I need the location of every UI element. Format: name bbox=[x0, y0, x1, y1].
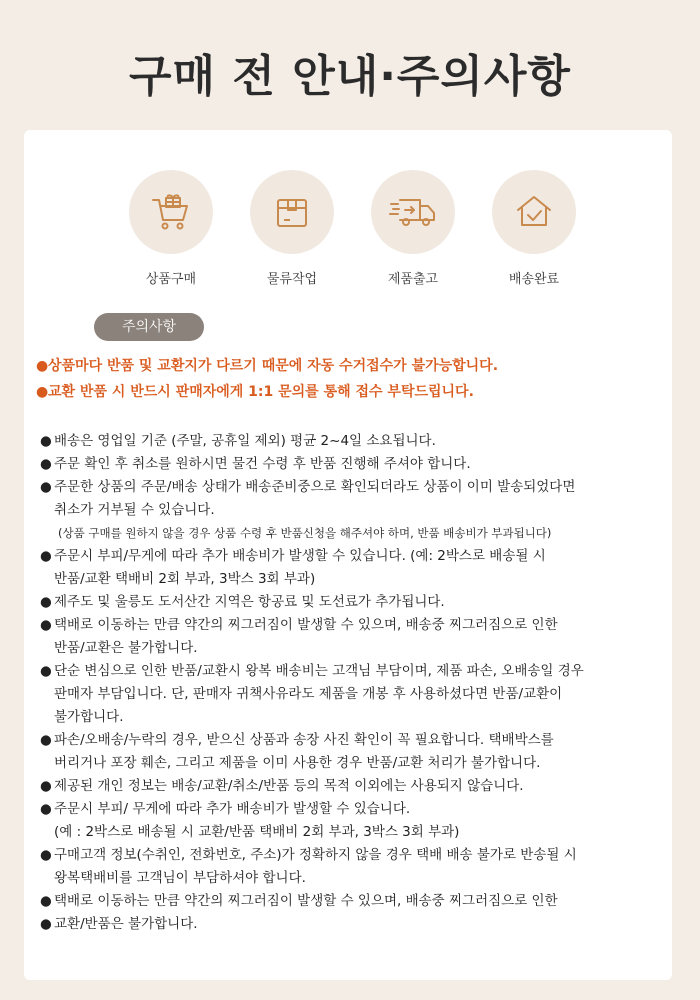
list-item: ● 파손/오배송/누락의 경우, 받으신 상품과 송장 사진 확인이 꼭 필요합니다. 택배박스를 bbox=[40, 732, 554, 748]
list-item: ● 주문 확인 후 취소를 원하시면 물건 수령 후 반품 진행해 주셔야 합니다. bbox=[40, 456, 471, 472]
notice-card bbox=[24, 130, 672, 980]
caution-pill: 주의사항 bbox=[94, 313, 204, 341]
step-logistics bbox=[237, 170, 347, 287]
step-label: 제품출고 bbox=[387, 272, 439, 287]
list-item: ● 제공된 개인 정보는 배송/교환/취소/반품 등의 목적 이외에는 사용되지 않습니다. bbox=[40, 778, 524, 794]
step-label: 물류작업 bbox=[266, 272, 318, 287]
box-icon bbox=[250, 170, 334, 254]
notice-list: ● 배송은 영업일 기준 (주말, 공휴일 제외) 평균 2~4일 소요됩니다. ● 주문 확인 후 취소를 원하시면 물건 수령 후 반품 진행해 주셔야 합니다. ● 주문한 상품의 주문/배송 상태가 배송준비중으로 확인되더라도 상품이 이미 발송되었다면 취소가 거부될 수 있습니다. (상품 구매를 원하지 않을 경우 상품 수령 후 반품신청을 해주셔야 하며, 반품 배송비가 부과됩니다) ● 주문시 부피/무게에 따라 추가 배송비가 발생할 수 있습니다. (예: 2박스로 배송될 시 반품/교환 택배비 2회 부과, 3박스 3회 부과) ● 제주도 및 울릉도 도서산간 지역은 항공료 및 도선료가 추가됩니다. ● 택배로 이동하는 만큼 약간의 찌그러짐이 발생할 수 있으며, 배송중 찌그러짐으로 인한 반품/교환은 불가합니다. ● 단순 변심으로 인한 반품/교환시 왕복 배송비는 고객님 부담이며, 제품 파손, 오배송일 경우 판매자 부담입니다. 단, 판매자 귀책사유라도 제품을 개봉 후 사용하셨다면 반품/교환이 불가합니다. ● 파손/오배송/누락의 경우, 받으신 상품과 송장 사진 확인이 꼭 필요합니다. 택배박스를 버리거나 포장 훼손, 그리고 제품을 이미 사용한 경우 반품/교환 처리가 불가합니다. ● 제공된 개인 정보는 배송/교환/취소/반품 등의 목적 이외에는 사용되지 않습니다. ● 주문시 부피/ 무게에 따라 추가 배송비가 발생할 수 있습니다. (예 : 2박스로 배송될 시 교환/반품 택배비 2회 부과, 3박스 3회 부과) ● 구매고객 정보(수취인, 전화번호, 주소)가 정확하지 않을 경우 택배 배송 불가로 반송될 시 왕복택배비를 고객님이 부담하셔야 합니다. ● 택배로 이동하는 만큼 약간의 찌그러짐이 발생할 수 있으며, 배송중 찌그러짐으로 인한 ● 교환/반품은 불가합니다. bbox=[40, 430, 670, 936]
list-item: ● 주문한 상품의 주문/배송 상태가 배송준비중으로 확인되더라도 상품이 이미 발송되었다면 bbox=[40, 479, 576, 495]
list-item: ● 교환/반품은 불가합니다. bbox=[40, 916, 198, 932]
list-item: ● 배송은 영업일 기준 (주말, 공휴일 제외) 평균 2~4일 소요됩니다. bbox=[40, 433, 436, 449]
list-item: ● 택배로 이동하는 만큼 약간의 찌그러짐이 발생할 수 있으며, 배송중 찌그러짐으로 인한 bbox=[40, 893, 558, 909]
house-check-icon bbox=[492, 170, 576, 254]
step-delivered bbox=[479, 170, 589, 287]
truck-icon bbox=[371, 170, 455, 254]
step-label: 배송완료 bbox=[508, 272, 560, 287]
step-shipment bbox=[358, 170, 468, 287]
warning-1: ●상품마다 반품 및 교환지가 다르기 때문에 자동 수거접수가 불가능합니다. bbox=[36, 358, 499, 374]
list-item: ● 단순 변심으로 인한 반품/교환시 왕복 배송비는 고객님 부담이며, 제품 파손, 오배송일 경우 bbox=[40, 663, 584, 679]
step-label: 상품구매 bbox=[145, 272, 197, 287]
warning-2: ●교환 반품 시 반드시 판매자에게 1:1 문의를 통해 접수 부탁드립니다. bbox=[36, 384, 474, 400]
list-item: ● 주문시 부피/무게에 따라 추가 배송비가 발생할 수 있습니다. (예: 2박스로 배송될 시 bbox=[40, 548, 546, 564]
gift-cart-icon bbox=[129, 170, 213, 254]
step-purchase bbox=[116, 170, 226, 287]
page-title: 구매 전 안내·주의사항 bbox=[129, 51, 571, 102]
list-item: ● 택배로 이동하는 만큼 약간의 찌그러짐이 발생할 수 있으며, 배송중 찌그러짐으로 인한 bbox=[40, 617, 558, 633]
process-steps bbox=[24, 170, 672, 290]
list-item: ● 제주도 및 울릉도 도서산간 지역은 항공료 및 도선료가 추가됩니다. bbox=[40, 594, 445, 610]
list-item: ● 주문시 부피/ 무게에 따라 추가 배송비가 발생할 수 있습니다. bbox=[40, 801, 411, 817]
list-item: ● 구매고객 정보(수취인, 전화번호, 주소)가 정확하지 않을 경우 택배 배송 불가로 반송될 시 bbox=[40, 847, 577, 863]
